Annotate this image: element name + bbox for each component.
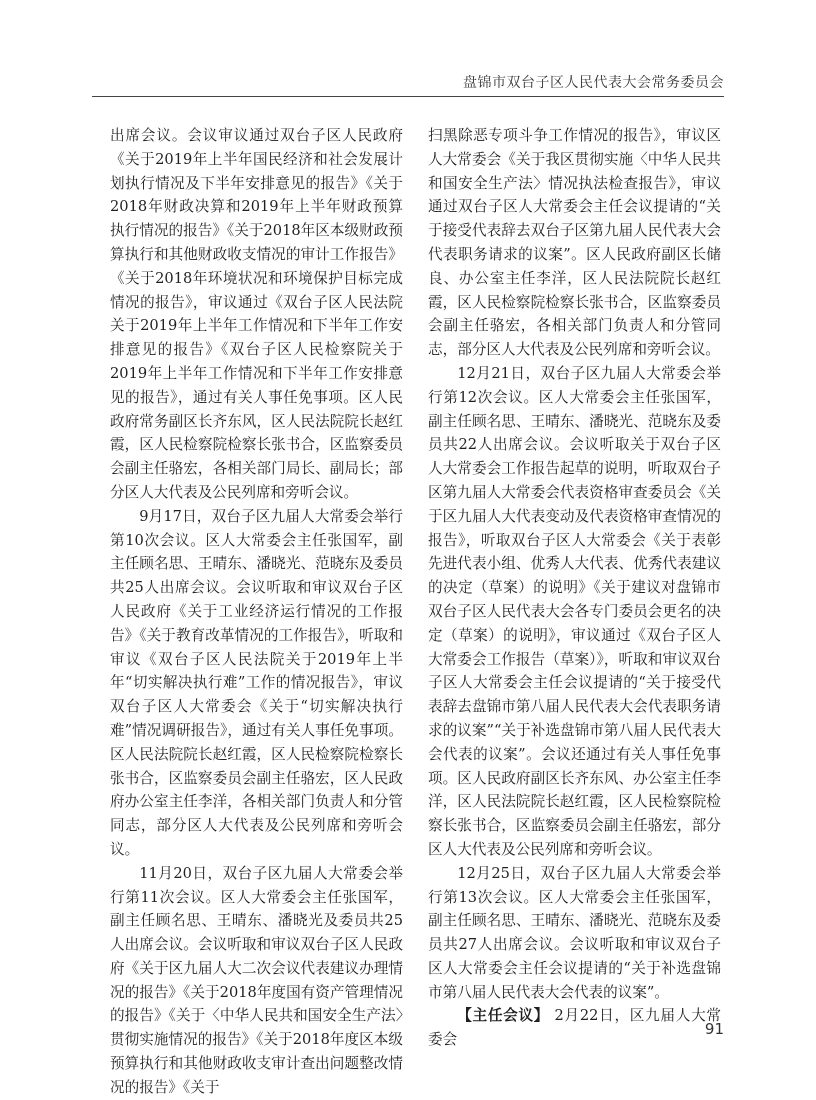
right-column xyxy=(428,124,721,1052)
page-number: 91 xyxy=(704,1020,724,1038)
paragraph: 扫黑除恶专项斗争工作情况的报告》，审议区人大常委会《关于我区贯彻实施〈中华人民共和国安全生产法〉情况执法检查报告》，审议通过双台子区人大常委会主任会议提请的“关于接受代表辞去双台子区第九届人民代表大会代表职务请求的议案”。区人民政府副区长储良、办公室主任李洋，区人民法院院长赵红霞，区人民检察院检察长张书合，区监察委员会副主任骆宏，各相关部门负责人和分管同志，部分区人大代表及公民列席和旁听会议。 xyxy=(428,127,721,359)
paragraph: 11月20日，双台子区九届人大常委会举行第11次会议。区人大常委会主任张国军，副主任顾名思、王晴东、潘晓光及委员共25人出席会议。会议听取和审议双台子区人民政府《关于区九届人大二次会议代表建议办理情况的报告》《关于2018年度国有资产管理情况的报告》《关于〈中华人民共和国安全生产法〉贯彻实施情况的报告》《关于2018年度区本级预算执行和其他财政收支审计查出问题整改情况的报告》《关于 xyxy=(110,864,403,1096)
running-header: 盘锦市双台子区人民代表大会常务委员会 xyxy=(463,75,724,91)
paragraph: 12月25日，双台子区九届人大常委会举行第13次会议。区人大常委会主任张国军，副主任顾名思、王晴东、潘晓光、范晓东及委员共27人出席会议。会议听取和审议双台子区人大常委会主任会议提请的“关于补选盘锦市第八届人民代表大会代表的议案”。 xyxy=(428,864,721,1001)
header-divider xyxy=(92,96,724,97)
paragraph-text: 2月22日，区九届人大常委会 xyxy=(428,1007,721,1049)
paragraph: 出席会议。会议审议通过双台子区人民政府《关于2019年上半年国民经济和社会发展计划执行情况及下半年安排意见的报告》《关于2018年财政决算和2019年上半年财政预算执行情况的报告》《关于2018年区本级财政预算执行和其他财政收支情况的审计工作报告》《关于2018年环境状况和环境保护目标完成情况的报告》，审议通过《双台子区人民法院关于2019年上半年工作情况和下半年工作安排意见的报告》《双台子区人民检察院关于2019年上半年工作情况和下半年工作安排意见的报告》，通过有关人事任免事项。区人民政府常务副区长齐东风，区人民法院院长赵红霞，区人民检察院检察长张书合，区监察委员会副主任骆宏，各相关部门局长、副局长；部分区人大代表及公民列席和旁听会议。 xyxy=(110,127,403,501)
paragraph: 12月21日，双台子区九届人大常委会举行第12次会议。区人大常委会主任张国军，副主任顾名思、王晴东、潘晓光、范晓东及委员共22人出席会议。会议听取关于双台子区人大常委会工作报告起草的说明，听取双台子区第九届人大常委会代表资格审查委员会《关于区九届人大代表变动及代表资格审查情况的报告》，听取双台子区人大常委会《关于表彰先进代表小组、优秀人大代表、优秀代表建议的决定（草案）的说明》《关于建议对盘锦市双台子区人民代表大会各专门委员会更名的决定（草案）的说明》，审议通过《双台子区人大常委会工作报告（草案）》，听取和审议双台子区人大常委会主任会议提请的“关于接受代表辞去盘锦市第八届人民代表大会代表职务请求的议案”“关于补选盘锦市第八届人民代表大会代表的议案”。会议还通过有关人事任免事项。区人民政府副区长齐东风、办公室主任李洋，区人民法院院长赵红霞，区人民检察院检察长张书合，区监察委员会副主任骆宏，部分区人大代表及公民列席和旁听会议。 xyxy=(428,364,721,858)
left-column xyxy=(110,124,403,1100)
section-tag: 【主任会议】 xyxy=(457,1007,550,1025)
paragraph xyxy=(428,1004,721,1052)
paragraph: 9月17日，双台子区九届人大常委会举行第10次会议。区人大常委会主任张国军，副主任顾名思、王晴东、潘晓光、范晓东及委员共25人出席会议。会议听取和审议双台子区人民政府《关于工业经济运行情况的工作报告》《关于教育改革情况的工作报告》，听取和审议《双台子区人民法院关于2019年上半年“切实解决执行难”工作的情况报告》，审议双台子区人大常委会《关于“切实解决执行难”情况调研报告》，通过有关人事任免事项。区人民法院院长赵红霞，区人民检察院检察长张书合，区监察委员会副主任骆宏，区人民政府办公室主任李洋，各相关部门负责人和分管同志，部分区人大代表及公民列席和旁听会议。 xyxy=(110,507,403,858)
